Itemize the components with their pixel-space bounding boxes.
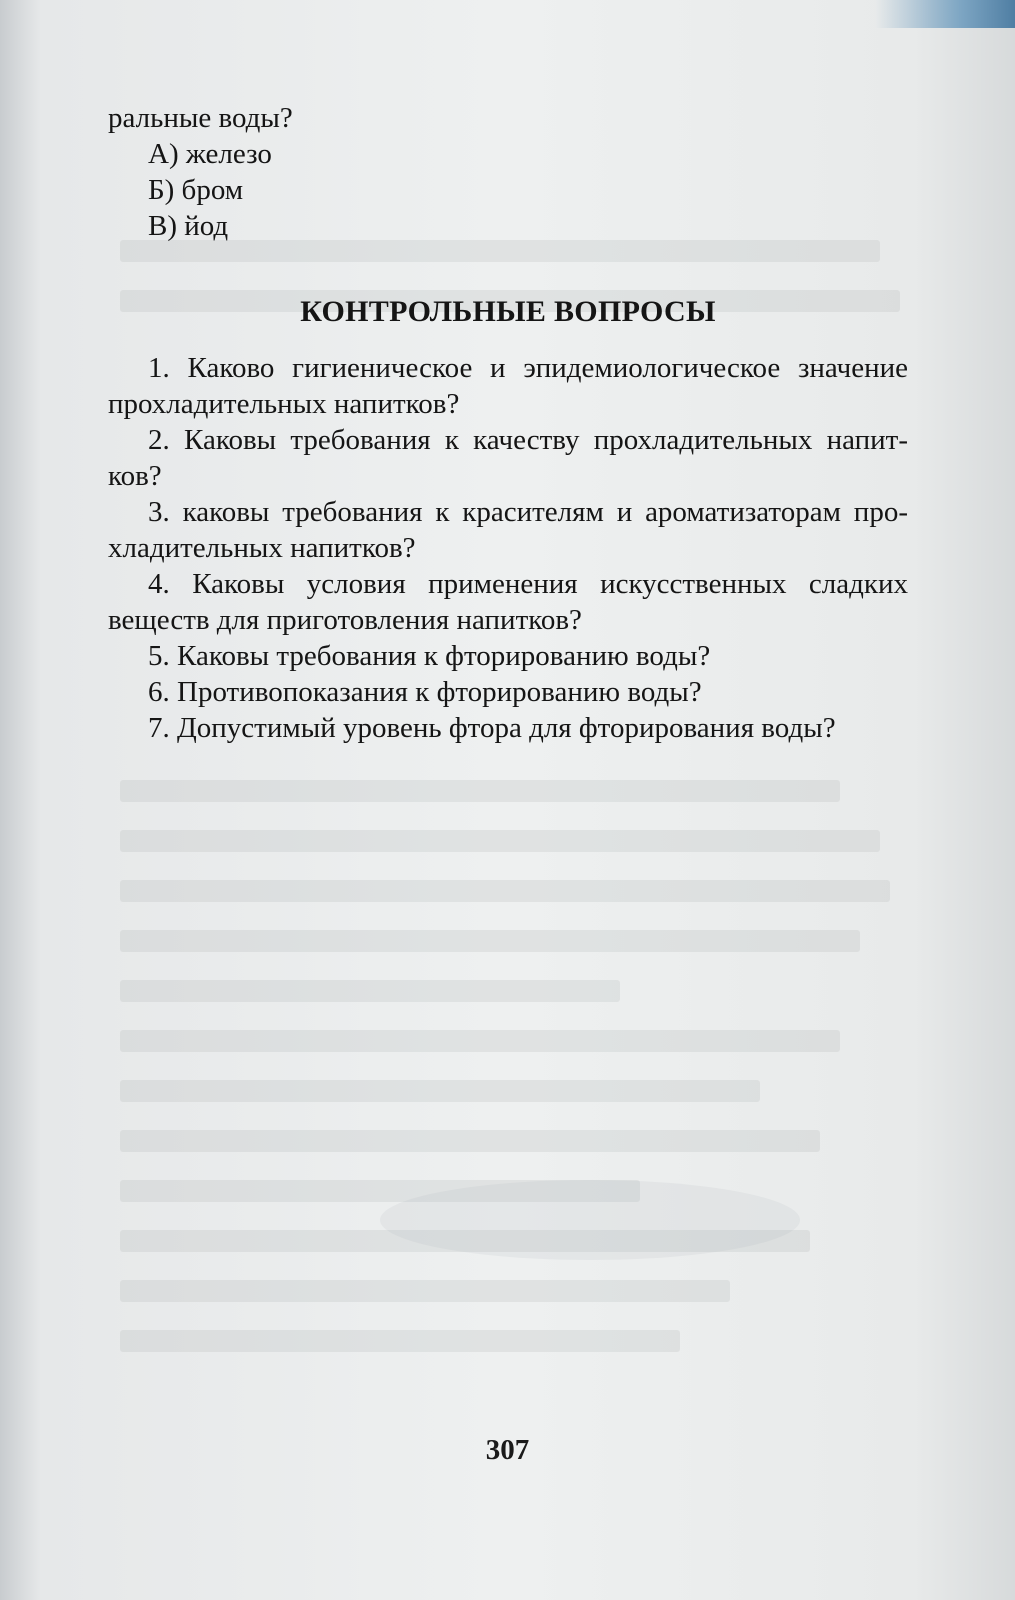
show-through-line bbox=[120, 1080, 760, 1102]
show-through-line bbox=[120, 880, 890, 902]
show-through-line bbox=[120, 830, 880, 852]
option-b: Б) бром bbox=[148, 174, 244, 206]
scan-edge-band bbox=[875, 0, 1015, 28]
show-through-line bbox=[120, 1330, 680, 1352]
continuation-text: ральные воды? bbox=[108, 102, 293, 134]
page-content bbox=[108, 100, 908, 746]
question-item: 1. Каково гигиеническое и эпидемиологическое значение прохладительных напитков? bbox=[108, 352, 908, 420]
question-item: 3. каковы требования к красителям и ароматизаторам прохладительных напитков? bbox=[108, 496, 908, 564]
page-number: 307 bbox=[485, 1434, 530, 1466]
show-through-line bbox=[120, 930, 860, 952]
option-a: А) железо bbox=[148, 138, 272, 170]
option-c: В) йод bbox=[148, 210, 229, 242]
show-through-line bbox=[120, 1030, 840, 1052]
question-item: 2. Каковы требования к качеству прохладительных напитков? bbox=[108, 424, 908, 492]
question-item: 4. Каковы условия применения искусственных сладких веществ для приготовления напитков? bbox=[108, 568, 908, 636]
question-item: 7. Допустимый уровень фтора для фторирования воды? bbox=[148, 712, 836, 744]
answer-options bbox=[108, 136, 908, 244]
show-through-line bbox=[120, 980, 620, 1002]
questions-list bbox=[108, 350, 908, 746]
question-item: 5. Каковы требования к фторированию воды? bbox=[148, 640, 711, 672]
question-item: 6. Противопоказания к фторированию воды? bbox=[148, 676, 702, 708]
show-through-line bbox=[120, 1130, 820, 1152]
show-through-line bbox=[120, 1280, 730, 1302]
section-heading: КОНТРОЛЬНЫЕ ВОПРОСЫ bbox=[300, 295, 716, 328]
paper-stain bbox=[380, 1180, 800, 1260]
show-through-line bbox=[120, 780, 840, 802]
